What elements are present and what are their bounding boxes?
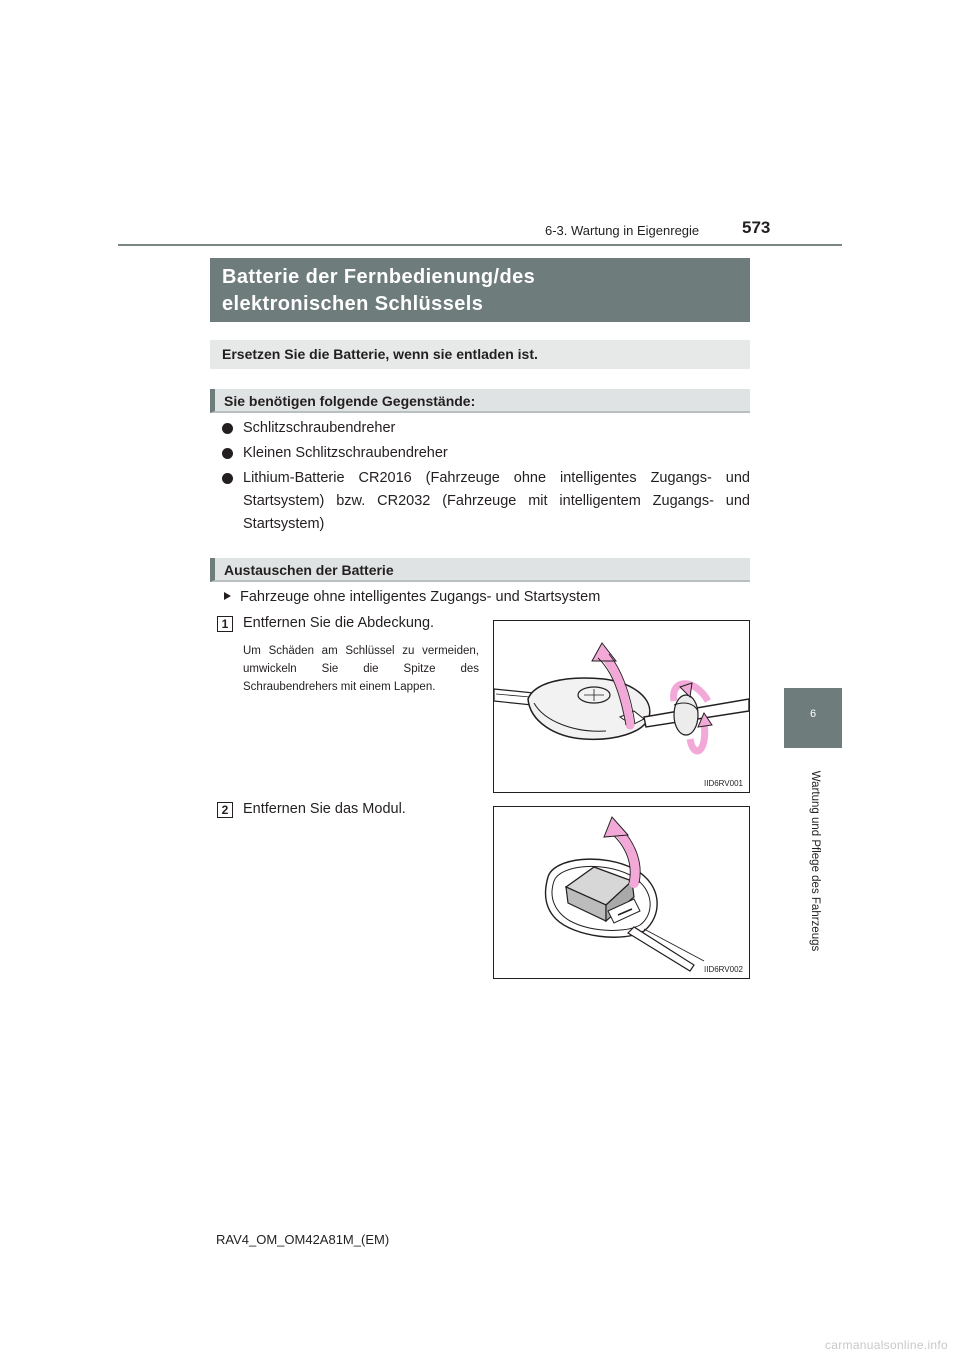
replace-heading-box [210,558,750,582]
replace-heading: Austauschen der Batterie [224,562,394,578]
condition-line [224,589,600,605]
figure-remove-cover [493,620,750,793]
watermark: carmanualsonline.info [824,1338,948,1352]
step-2-text: Entfernen Sie das Modul. [243,801,406,817]
list-item [222,467,750,536]
tools-heading-box [210,389,750,413]
chapter-label: Wartung und Pflege des Fahrzeugs [809,770,821,952]
figure-remove-module [493,806,750,979]
key-module-illustration [494,807,749,978]
list-item-text: Lithium-Batterie CR2016 (Fahrzeuge ohne intelligentes Zugangs- und Startsystem) bzw. CR2032 (Fahrzeuge mit intelligentem Zugangs- und Startsystem) [243,470,750,532]
topic-title-box [210,258,750,322]
chapter-number: 6 [809,708,817,720]
list-item [222,442,750,465]
bullet-icon [222,423,233,434]
step-1-text: Entfernen Sie die Abdeckung. [243,615,435,631]
bullet-icon [222,473,233,484]
header-rule [118,244,842,246]
intro-box [210,340,750,369]
triangle-bullet-icon [224,592,231,600]
list-item [222,417,750,440]
footer-code: RAV4_OM_OM42A81M_(EM) [216,1232,390,1247]
topic-title-line-1: Batterie der Fernbedienung/des [222,266,536,288]
key-cover-illustration [494,621,749,792]
step-number-1: 1 [217,616,233,632]
topic-title [222,264,535,318]
chapter-tab [784,688,842,748]
step-number-2: 2 [217,802,233,818]
tools-heading: Sie benötigen folgende Gegenstände: [224,393,476,409]
condition-text: Fahrzeuge ohne intelligentes Zugangs- und Startsystem [240,589,601,605]
intro-text: Ersetzen Sie die Batterie, wenn sie entladen ist. [222,346,538,362]
list-item-text: Kleinen Schlitzschraubendreher [243,445,448,461]
bullet-icon [222,448,233,459]
section-title: 6-3. Wartung in Eigenregie [545,223,700,238]
topic-title-line-2: elektronischen Schlüssels [222,293,484,315]
list-item-text: Schlitzschraubendreher [243,420,396,436]
page-number: 573 [742,218,771,237]
figure-code: IID6RV001 [704,779,743,788]
figure-code: IID6RV002 [704,965,743,974]
step-1-note: Um Schäden am Schlüssel zu vermeiden, umwickeln Sie die Spitze des Schraubendrehers mit einem Lappen. [243,645,479,693]
